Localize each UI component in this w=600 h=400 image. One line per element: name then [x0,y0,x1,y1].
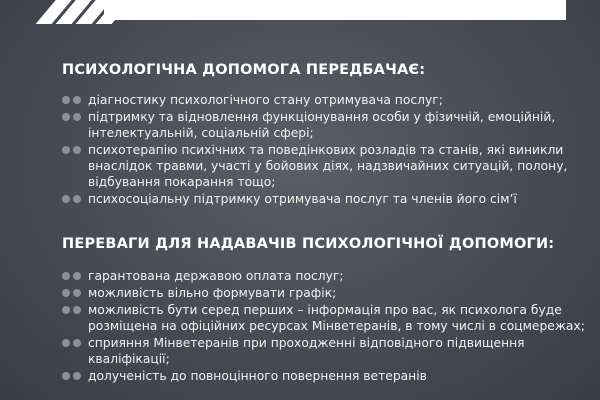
list-item [62,302,592,334]
list-item-text: можливість бути серед перших – інформація про вас, як психолога буде розміщена на офіційних ресурсах Мінветеранів, в тому числі в соцмережах; [88,303,585,333]
double-dot-bullet-icon [62,113,82,122]
list-item-text: гарантована державою оплата послуг; [88,269,344,283]
list-item [62,109,592,141]
list-item-text: діагностику психологічного стану отримувача послуг; [88,93,443,107]
double-dot-bullet-icon [62,146,82,155]
list-item [62,142,592,190]
double-dot-bullet-icon [62,195,82,204]
header-white-panel [104,0,566,20]
double-dot-bullet-icon [62,306,82,315]
list-item [62,285,592,301]
list-item [62,368,592,384]
list-item-text: підтримку та відновлення функціонування особи у фізичній, емоційній, інтелектуальній, соціальній сфері; [88,110,556,140]
services-list [62,92,592,207]
list-item-text: психотерапію психічних та поведінкових розладів та станів, які виникли внаслідок травми, участі у бойових діях, надзвичайних ситуацій, полону, відбування покарання тощо; [88,143,568,189]
list-item [62,92,592,108]
list-item [62,335,592,367]
list-item-text: долученість до повноцінного повернення ветеранів [88,369,427,383]
list-item-text: психосоціальну підтримку отримувача послуг та членів його сім’ї [88,192,517,206]
header-band [0,0,600,24]
section-heading: ПСИХОЛОГІЧНА ДОПОМОГА ПЕРЕДБАЧАЄ: [62,62,426,78]
section-heading: ПЕРЕВАГИ ДЛЯ НАДАВАЧІВ ПСИХОЛОГІЧНОЇ ДОПОМОГИ: [62,236,555,252]
double-dot-bullet-icon [62,96,82,105]
psychological-help-section [62,62,592,208]
list-item [62,191,592,207]
provider-benefits-section [62,236,592,385]
double-dot-bullet-icon [62,339,82,348]
benefits-list [62,268,592,384]
list-item-text: можливість вільно формувати графік; [88,286,337,300]
double-dot-bullet-icon [62,272,82,281]
list-item [62,268,592,284]
double-dot-bullet-icon [62,289,82,298]
double-dot-bullet-icon [62,372,82,381]
list-item-text: сприяння Мінветеранів при проходженні відповідного підвищення кваліфікації; [88,336,525,366]
